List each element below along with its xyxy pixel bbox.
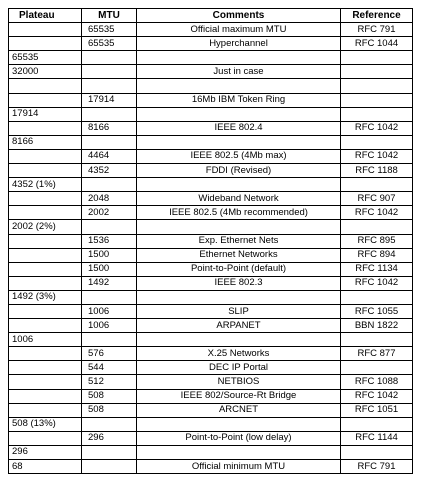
cell-comments: Official minimum MTU [137,460,341,474]
cell-plateau: 65535 [9,51,82,65]
cell-reference [341,107,413,121]
cell-comments [137,417,341,431]
cell-mtu: 1492 [82,276,137,290]
table-row [9,51,413,65]
table-row [9,319,413,333]
cell-plateau [9,361,82,375]
cell-reference: RFC 1144 [341,431,413,445]
table-row [9,107,413,121]
cell-mtu: 4352 [82,164,137,178]
table-row [9,445,413,459]
cell-reference [341,361,413,375]
cell-mtu [82,445,137,459]
cell-reference: RFC 1088 [341,375,413,389]
cell-reference: RFC 1042 [341,149,413,163]
cell-reference: RFC 1055 [341,304,413,318]
cell-comments [137,79,341,93]
cell-reference: RFC 1044 [341,37,413,51]
table-row [9,347,413,361]
cell-comments: Just in case [137,65,341,79]
table-row [9,375,413,389]
table-row [9,290,413,304]
cell-plateau: 17914 [9,107,82,121]
cell-comments [137,445,341,459]
cell-mtu: 65535 [82,23,137,37]
cell-mtu [82,220,137,234]
cell-plateau [9,431,82,445]
cell-comments [137,290,341,304]
cell-reference: RFC 791 [341,23,413,37]
table-row [9,417,413,431]
cell-mtu: 1006 [82,319,137,333]
cell-comments: Point-to-Point (low delay) [137,431,341,445]
cell-comments: FDDI (Revised) [137,164,341,178]
table-row [9,37,413,51]
cell-plateau [9,192,82,206]
cell-plateau [9,319,82,333]
cell-comments: IEEE 802.5 (4Mb max) [137,149,341,163]
cell-plateau [9,93,82,107]
cell-plateau [9,121,82,135]
header-row [9,9,413,23]
table-row [9,460,413,474]
cell-plateau [9,149,82,163]
cell-comments: DEC IP Portal [137,361,341,375]
cell-comments: ARCNET [137,403,341,417]
cell-comments: NETBIOS [137,375,341,389]
cell-mtu [82,290,137,304]
cell-comments: Point-to-Point (default) [137,262,341,276]
cell-plateau [9,248,82,262]
table-row [9,135,413,149]
table-row [9,431,413,445]
cell-mtu: 1500 [82,248,137,262]
cell-mtu: 576 [82,347,137,361]
cell-reference [341,333,413,347]
table-row [9,220,413,234]
cell-reference: RFC 1042 [341,389,413,403]
cell-comments [137,135,341,149]
cell-comments: IEEE 802.4 [137,121,341,135]
cell-reference [341,51,413,65]
cell-reference: RFC 1042 [341,276,413,290]
cell-comments [137,107,341,121]
cell-mtu: 4464 [82,149,137,163]
cell-plateau [9,389,82,403]
cell-reference [341,417,413,431]
cell-reference [341,445,413,459]
cell-mtu: 512 [82,375,137,389]
cell-comments: ARPANET [137,319,341,333]
cell-plateau [9,37,82,51]
cell-plateau: 4352 (1%) [9,178,82,192]
table-header [9,9,413,23]
cell-plateau: 8166 [9,135,82,149]
table-row [9,248,413,262]
cell-reference: BBN 1822 [341,319,413,333]
cell-plateau [9,23,82,37]
table-row [9,389,413,403]
cell-plateau: 68 [9,460,82,474]
table-row [9,262,413,276]
cell-plateau [9,375,82,389]
cell-mtu: 544 [82,361,137,375]
cell-mtu: 8166 [82,121,137,135]
cell-plateau [9,206,82,220]
cell-reference [341,290,413,304]
table-row [9,23,413,37]
cell-reference: RFC 1134 [341,262,413,276]
table-row [9,178,413,192]
cell-mtu [82,178,137,192]
cell-mtu [82,135,137,149]
cell-comments: IEEE 802/Source-Rt Bridge [137,389,341,403]
cell-reference [341,135,413,149]
cell-reference: RFC 907 [341,192,413,206]
cell-mtu [82,51,137,65]
table-row [9,234,413,248]
cell-reference [341,93,413,107]
cell-mtu [82,79,137,93]
header-comments: Comments [137,9,341,23]
cell-plateau: 32000 [9,65,82,79]
cell-plateau [9,164,82,178]
table-row [9,304,413,318]
cell-reference [341,79,413,93]
cell-reference [341,65,413,79]
cell-reference: RFC 1042 [341,121,413,135]
cell-comments [137,220,341,234]
cell-mtu: 65535 [82,37,137,51]
cell-mtu [82,417,137,431]
mtu-table [8,8,413,474]
cell-reference: RFC 877 [341,347,413,361]
cell-comments: X.25 Networks [137,347,341,361]
cell-reference [341,220,413,234]
cell-reference: RFC 894 [341,248,413,262]
cell-comments: Exp. Ethernet Nets [137,234,341,248]
header-mtu: MTU [82,9,137,23]
cell-reference: RFC 1188 [341,164,413,178]
cell-plateau: 2002 (2%) [9,220,82,234]
cell-plateau [9,276,82,290]
cell-comments [137,333,341,347]
cell-plateau [9,79,82,93]
cell-comments: Official maximum MTU [137,23,341,37]
cell-reference: RFC 1042 [341,206,413,220]
table-row [9,403,413,417]
cell-comments: SLIP [137,304,341,318]
table-row [9,164,413,178]
cell-mtu: 508 [82,389,137,403]
cell-plateau [9,347,82,361]
cell-plateau [9,304,82,318]
table-row [9,93,413,107]
cell-comments: IEEE 802.5 (4Mb recommended) [137,206,341,220]
cell-comments [137,178,341,192]
cell-comments: Hyperchannel [137,37,341,51]
cell-mtu: 1536 [82,234,137,248]
cell-plateau: 508 (13%) [9,417,82,431]
cell-mtu [82,65,137,79]
table-body [9,23,413,474]
cell-mtu: 1006 [82,304,137,318]
header-reference: Reference [341,9,413,23]
table-row [9,333,413,347]
cell-plateau [9,234,82,248]
table-row [9,192,413,206]
header-plateau: Plateau [9,9,82,23]
cell-mtu: 17914 [82,93,137,107]
cell-comments: Ethernet Networks [137,248,341,262]
cell-comments: 16Mb IBM Token Ring [137,93,341,107]
table-row [9,149,413,163]
cell-plateau [9,403,82,417]
cell-comments: Wideband Network [137,192,341,206]
table-row [9,121,413,135]
cell-mtu: 508 [82,403,137,417]
cell-mtu: 2002 [82,206,137,220]
cell-mtu [82,107,137,121]
cell-mtu: 296 [82,431,137,445]
table-row [9,79,413,93]
cell-reference: RFC 791 [341,460,413,474]
table-row [9,65,413,79]
table-row [9,276,413,290]
cell-plateau: 1492 (3%) [9,290,82,304]
table-row [9,206,413,220]
cell-plateau [9,262,82,276]
cell-plateau: 1006 [9,333,82,347]
cell-comments: IEEE 802.3 [137,276,341,290]
cell-comments [137,51,341,65]
cell-mtu [82,460,137,474]
cell-reference [341,178,413,192]
table-row [9,361,413,375]
cell-mtu: 2048 [82,192,137,206]
cell-reference: RFC 1051 [341,403,413,417]
cell-reference: RFC 895 [341,234,413,248]
cell-plateau: 296 [9,445,82,459]
cell-mtu: 1500 [82,262,137,276]
cell-mtu [82,333,137,347]
